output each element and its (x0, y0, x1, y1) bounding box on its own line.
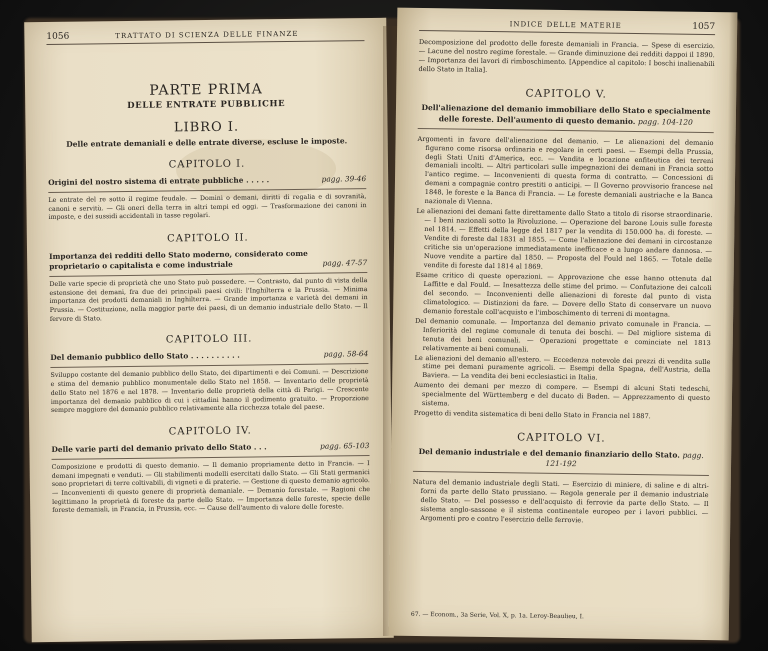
chapter-title-row (51, 441, 369, 455)
left-running-title: TRATTATO DI SCIENZA DELLE FINANZE (115, 29, 299, 41)
divider (50, 363, 368, 368)
summary-paragraph: Le alienazioni del demanio all'estero. — Eccedenza notevole dei prezzi di vendita sulle stime pei demani puramente agricoli. — Esempi della Spagna, dell'Austria, della Baviera. — La vendita dei beni ecclesiastici in Italia. (414, 353, 711, 382)
chapter-summary (414, 135, 714, 423)
chapter-pages: pagg. 121-192 (545, 450, 704, 469)
chapter-pages: pagg. 47-57 (322, 258, 368, 268)
right-page (389, 8, 738, 641)
chapter-pages: pagg. 39-46 (321, 174, 367, 184)
summary-paragraph: Argomenti in favore dell'alienazione del demanio. — Le alienazioni del demanio figurano come risorsa ordinaria e regolare in certi paesi. — Esempi della Prussia, degli Stati Uniti d'America, ecc. — Vendita e locazione enfiteutica dei terreni demaniali incolti. — Altri particolari sulle impegnazioni dei demani in Francia sotto l'antico regime. — Inconvenienti di questa forma di contratto. — Concessioni di demani a compagnie contro prestiti o anticipi. — Il Governo provvisorio francese nel 1848, le foreste e la Banca di Francia. — Le foreste demaniali austriache e la Banca nazionale di Vienna. (417, 134, 714, 207)
chapter-heading: CAPITOLO III. (165, 333, 253, 346)
chapter-summary: Sviluppo costante del demanio pubblico dello Stato, dei dipartimenti e dei Comuni. — Descrizione e stima del demanio pubblico monumentale dello Stato nel 1858. — Inventario delle proprietà dello Stato nel 1876 e nel 1878. — Inventario delle proprietà della città di Parigi. — Crescente importanza del demanio pubblico di cui i cittadini hanno il godimento gratuito. — Proporzione sempre maggiore del demanio pubblico relativamente alla ricchezza totale del paese. (50, 368, 369, 415)
libro-heading: LIBRO I. (173, 119, 240, 136)
chapter-pages: pagg. 104-120 (637, 116, 693, 127)
divider (418, 128, 714, 133)
chapter-heading: CAPITOLO V. (525, 87, 608, 101)
summary-paragraph: Del demanio comunale. — Importanza del demanio privato comunale in Francia. — Inferiorità del regime comunale di tenuta dei boschi. — Del migliore sistema di tenuta dei beni comunali. — Operazioni progettate e cominciate nel 1813 relativamente ai beni comunali. (414, 316, 712, 354)
page-footer (411, 611, 707, 622)
right-running-title: INDICE DELLE MATERIE (509, 20, 622, 30)
parte-heading: PARTE PRIMA (149, 81, 263, 99)
chapter-title: Delle varie parti del demanio privato dello Stato . . . (51, 442, 267, 454)
chapter-title: Del demanio industriale e del demanio finanziario dello Stato. (418, 447, 680, 460)
chapter-heading: CAPITOLO VI. (517, 431, 606, 445)
chapter-pages: pagg. 65-103 (320, 440, 370, 451)
libro-subtitle: Delle entrate demaniali e delle entrate diverse, escluse le imposte. (66, 136, 348, 149)
chapter-title-row (49, 248, 367, 272)
summary-paragraph: Esame critico di queste operazioni. — Approvazione che esse hanno ottenuta dal Laffitte e dal Fould. — Inesattezza delle stime del primo. — Confutazione dei calcoli del secondo. — Inconvenienti delle alienazioni di foreste dal punto di vista climatologico. — Distinzioni da fare. — Dovere dello Stato di conservare un nuovo demanio forestale coll'acquisto e l'imboschimento di terreni di montagna. (415, 270, 712, 319)
continuation-text: Decomposizione del prodotto delle foreste demaniali in Francia. — Spese di esercizio. — Lacune del nostro regime forestale. — Grande diminuzione dei redditi dappoi il 1890. — Importanza dei lavori di rimboschimento. [Appendice al capitolo: I boschi inalienabili dello Stato in Italia]. (418, 37, 715, 75)
divider (52, 455, 370, 460)
left-page (24, 18, 394, 642)
right-page-number: 1057 (692, 21, 716, 33)
chapter-title-row (50, 350, 368, 364)
chapter-title-block (418, 103, 714, 127)
right-page-content (412, 38, 715, 528)
left-page-content (47, 52, 371, 516)
summary-paragraph: Le alienazioni dei demani fatte direttamente dallo Stato a titolo di risorse straordinarie. — I beni nazionali sotto la Rivoluzione. — Operazione del barone Louis sulle foreste nel 1814. — Effetti della legge del 1817 per la vendita di 150.000 ha. di foreste. — Vendite di foreste dal 1831 al 1855. — Come l'alienazione dei demani in circostanze critiche sia un'operazione immediatamente inefficace e a lungo andare dannosa. — Nuove vendite a partire dal 1850. — Proposta del Fould nel 1865. — Totale delle vendite di foreste dal 1814 al 1869. (416, 207, 713, 271)
summary-paragraph: Aumento dei demani per mezzo di compere. — Esempi di alcuni Stati tedeschi, specialmente del Württemberg e del ducato di Baden. — Apprezzamento di questo sistema. (414, 381, 711, 408)
chapter-pages: pagg. 58-64 (323, 349, 369, 360)
chapter-summary (412, 478, 709, 527)
left-page-number: 1056 (46, 31, 70, 42)
divider (49, 272, 367, 277)
chapter-title-row (48, 174, 366, 188)
chapter-title-block (413, 447, 709, 471)
divider (413, 471, 709, 476)
chapter-summary: Composizione e prodotti di questo demanio. — Il demanio propriamente detto in Francia. — I demani impegnati e venduti. — Gli stabilimenti modelli esercitati dallo Stato. — Gli Stati germanici sono proprietari di terre coltivabili, di vigneti e di praterie. — Gestione di questo demanio agricolo. — Inconvenienti di questo genere di proprietà demaniale. — Demanio forestale. — Ragioni che legittimano la proprietà di foreste da parte dello Stato. — Importanza delle foreste, specie delle foreste demaniali, in Francia, in Prussia, ecc. — Cause dell'aumento di valore delle foreste. (51, 459, 371, 515)
chapter-title: Importanza dei redditi dello Stato moderno, considerato come proprietario o capitalista e come industriale (49, 248, 308, 271)
chapter-title: Del demanio pubblico dello Stato . . . . . . . . . . (50, 351, 240, 363)
chapter-summary: Delle varie specie di proprietà che uno Stato può possedere. — Contrasto, dal punto di vista della estensione dei demani, fra due dei principali paesi civili: l'Inghilterra e la Prussia. — Minima importanza dei prodotti demaniali in Inghilterra. — Grande importanza e varietà dei demani in Prussia. — Costituzione, nella maggior parte dei paesi, di un demanio industriale dello Stato. — Il fervore di Stato. (49, 277, 368, 323)
chapter-heading: CAPITOLO II. (167, 232, 249, 245)
chapter-heading: CAPITOLO I. (168, 158, 246, 171)
summary-paragraph: Progetto di vendita sistematica di beni dello Stato in Francia nel 1887. (413, 409, 651, 421)
chapter-summary: Le entrate del re sotto il regime feudale. — Domini o demani, diritti di regalia e di sovranità, canoni e servitù. — Gli oneri della terra in altri tempi ed oggi. — Trasformazione dei canoni in imposte, e dei sussidi accidentali in tasse regolari. (48, 193, 367, 222)
chapter-heading: CAPITOLO IV. (168, 425, 252, 438)
chapter-title: Origini del nostro sistema di entrate pubbliche . . . . . (48, 175, 270, 187)
footer-signature: 67. — Econom., 3a Serie, Vol. X, p. 1a. Leroy-Beaulieu, I. (410, 610, 584, 621)
divider (48, 188, 366, 193)
entrate-heading: DELLE ENTRATE PUBBLICHE (127, 99, 286, 111)
summary-paragraph: Natura del demanio industriale degli Stati. — Esercizio di miniere, di saline e di altri-forni da parte dello Stato prussiano. — Regola generale per il demanio industriale dello Stato. — Del possesso e dell'acquisto di ferrovie da parte dello Stato. — Il sistema anglo-sassone e il sistema continentale europeo per i lavori pubblici. — Argomenti pro e contro l'esercizio delle ferrovie. (412, 478, 709, 525)
chapter-title: Dell'alienazione del demanio immobiliare dello Stato e specialmente delle foreste. Dell'aumento di questo demanio. (421, 103, 711, 126)
